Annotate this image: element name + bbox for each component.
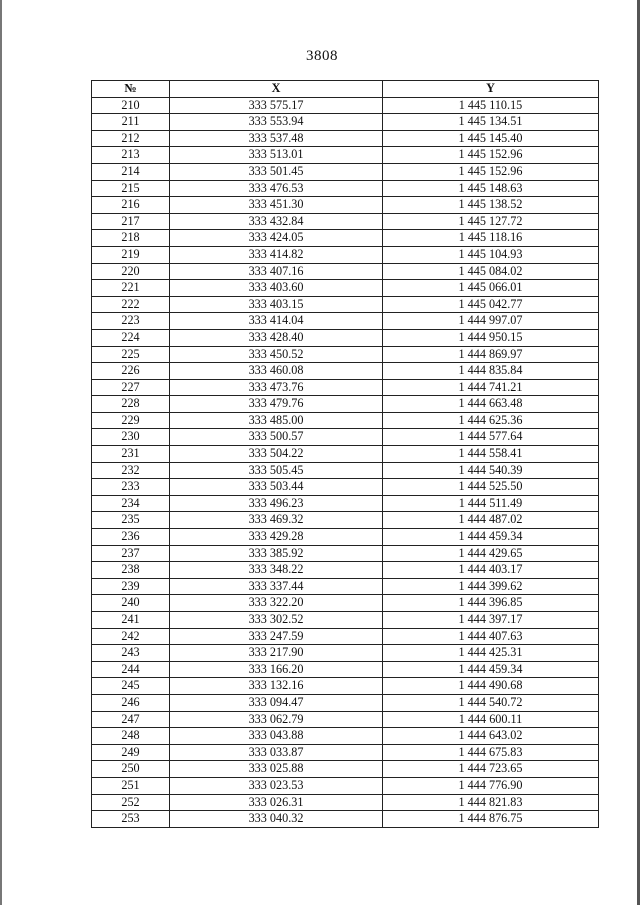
table-row (92, 396, 599, 413)
cell-x: 333 403.15 (170, 296, 383, 313)
cell-x: 333 166.20 (170, 661, 383, 678)
table-body (92, 97, 599, 827)
cell-number: 235 (92, 512, 170, 529)
cell-x: 333 414.82 (170, 246, 383, 263)
cell-number: 237 (92, 545, 170, 562)
cell-x: 333 043.88 (170, 728, 383, 745)
cell-y: 1 444 558.41 (383, 446, 599, 463)
cell-x: 333 302.52 (170, 612, 383, 629)
cell-x: 333 432.84 (170, 213, 383, 230)
cell-x: 333 403.60 (170, 280, 383, 297)
cell-x: 333 348.22 (170, 562, 383, 579)
cell-number: 221 (92, 280, 170, 297)
cell-y: 1 445 148.63 (383, 180, 599, 197)
table-row (92, 728, 599, 745)
cell-x: 333 503.44 (170, 479, 383, 496)
cell-x: 333 500.57 (170, 429, 383, 446)
table-row (92, 545, 599, 562)
cell-y: 1 444 396.85 (383, 595, 599, 612)
cell-x: 333 450.52 (170, 346, 383, 363)
cell-x: 333 451.30 (170, 197, 383, 214)
cell-number: 228 (92, 396, 170, 413)
cell-y: 1 444 643.02 (383, 728, 599, 745)
cell-y: 1 444 997.07 (383, 313, 599, 330)
cell-number: 213 (92, 147, 170, 164)
table-row (92, 429, 599, 446)
cell-x: 333 322.20 (170, 595, 383, 612)
cell-y: 1 444 723.65 (383, 761, 599, 778)
cell-x: 333 429.28 (170, 529, 383, 546)
cell-x: 333 505.45 (170, 462, 383, 479)
cell-number: 222 (92, 296, 170, 313)
cell-x: 333 575.17 (170, 97, 383, 114)
table-row (92, 744, 599, 761)
table-header-row (92, 81, 599, 98)
cell-number: 250 (92, 761, 170, 778)
cell-x: 333 025.88 (170, 761, 383, 778)
table-row (92, 694, 599, 711)
cell-number: 241 (92, 612, 170, 629)
cell-y: 1 444 403.17 (383, 562, 599, 579)
table-row (92, 495, 599, 512)
cell-x: 333 428.40 (170, 329, 383, 346)
cell-number: 226 (92, 363, 170, 380)
table-row (92, 213, 599, 230)
table-row (92, 379, 599, 396)
cell-y: 1 445 042.77 (383, 296, 599, 313)
cell-y: 1 444 511.49 (383, 495, 599, 512)
table-row (92, 512, 599, 529)
cell-x: 333 496.23 (170, 495, 383, 512)
cell-x: 333 469.32 (170, 512, 383, 529)
cell-x: 333 132.16 (170, 678, 383, 695)
cell-y: 1 444 625.36 (383, 412, 599, 429)
table-row (92, 363, 599, 380)
cell-y: 1 444 663.48 (383, 396, 599, 413)
cell-number: 214 (92, 163, 170, 180)
coordinates-table (91, 80, 599, 828)
table-row (92, 280, 599, 297)
cell-y: 1 444 821.83 (383, 794, 599, 811)
cell-x: 333 040.32 (170, 811, 383, 828)
table-row (92, 296, 599, 313)
cell-number: 245 (92, 678, 170, 695)
cell-number: 211 (92, 114, 170, 131)
cell-y: 1 444 835.84 (383, 363, 599, 380)
cell-x: 333 501.45 (170, 163, 383, 180)
cell-y: 1 445 138.52 (383, 197, 599, 214)
table-row (92, 761, 599, 778)
cell-x: 333 385.92 (170, 545, 383, 562)
table-row (92, 628, 599, 645)
cell-y: 1 444 397.17 (383, 612, 599, 629)
cell-y: 1 444 525.50 (383, 479, 599, 496)
cell-number: 248 (92, 728, 170, 745)
cell-y: 1 444 776.90 (383, 777, 599, 794)
cell-number: 253 (92, 811, 170, 828)
table-row (92, 645, 599, 662)
table-row (92, 562, 599, 579)
cell-number: 229 (92, 412, 170, 429)
cell-number: 233 (92, 479, 170, 496)
header-y: Y (383, 81, 599, 98)
cell-number: 224 (92, 329, 170, 346)
cell-y: 1 445 127.72 (383, 213, 599, 230)
cell-y: 1 445 110.15 (383, 97, 599, 114)
cell-y: 1 444 675.83 (383, 744, 599, 761)
table-row (92, 180, 599, 197)
cell-x: 333 460.08 (170, 363, 383, 380)
cell-y: 1 444 459.34 (383, 661, 599, 678)
cell-y: 1 444 399.62 (383, 578, 599, 595)
table-row (92, 794, 599, 811)
cell-y: 1 445 152.96 (383, 163, 599, 180)
cell-y: 1 445 145.40 (383, 130, 599, 147)
table-row (92, 412, 599, 429)
cell-y: 1 444 425.31 (383, 645, 599, 662)
cell-number: 246 (92, 694, 170, 711)
cell-x: 333 479.76 (170, 396, 383, 413)
cell-y: 1 445 084.02 (383, 263, 599, 280)
cell-number: 232 (92, 462, 170, 479)
table-row (92, 147, 599, 164)
table-row (92, 230, 599, 247)
cell-x: 333 513.01 (170, 147, 383, 164)
cell-y: 1 444 741.21 (383, 379, 599, 396)
cell-number: 227 (92, 379, 170, 396)
cell-x: 333 476.53 (170, 180, 383, 197)
cell-x: 333 023.53 (170, 777, 383, 794)
table-row (92, 329, 599, 346)
cell-number: 243 (92, 645, 170, 662)
cell-y: 1 444 600.11 (383, 711, 599, 728)
cell-y: 1 444 487.02 (383, 512, 599, 529)
page-number: 3808 (306, 48, 338, 64)
cell-y: 1 444 869.97 (383, 346, 599, 363)
table-row (92, 446, 599, 463)
table-row (92, 97, 599, 114)
cell-y: 1 444 950.15 (383, 329, 599, 346)
table-row (92, 246, 599, 263)
cell-x: 333 026.31 (170, 794, 383, 811)
cell-y: 1 444 429.65 (383, 545, 599, 562)
cell-number: 244 (92, 661, 170, 678)
cell-y: 1 444 407.63 (383, 628, 599, 645)
cell-y: 1 444 540.72 (383, 694, 599, 711)
cell-x: 333 553.94 (170, 114, 383, 131)
cell-y: 1 445 152.96 (383, 147, 599, 164)
cell-number: 240 (92, 595, 170, 612)
cell-number: 242 (92, 628, 170, 645)
cell-x: 333 247.59 (170, 628, 383, 645)
table-row (92, 578, 599, 595)
cell-number: 220 (92, 263, 170, 280)
table-row (92, 595, 599, 612)
cell-number: 236 (92, 529, 170, 546)
cell-number: 219 (92, 246, 170, 263)
table-row (92, 346, 599, 363)
cell-x: 333 504.22 (170, 446, 383, 463)
table-row (92, 678, 599, 695)
cell-x: 333 473.76 (170, 379, 383, 396)
cell-number: 252 (92, 794, 170, 811)
cell-number: 225 (92, 346, 170, 363)
cell-number: 231 (92, 446, 170, 463)
cell-number: 247 (92, 711, 170, 728)
table-row (92, 197, 599, 214)
cell-number: 216 (92, 197, 170, 214)
cell-y: 1 445 118.16 (383, 230, 599, 247)
cell-number: 238 (92, 562, 170, 579)
cell-number: 215 (92, 180, 170, 197)
table-row (92, 479, 599, 496)
cell-number: 249 (92, 744, 170, 761)
table-row (92, 811, 599, 828)
table-row (92, 661, 599, 678)
table-row (92, 130, 599, 147)
cell-number: 251 (92, 777, 170, 794)
cell-x: 333 033.87 (170, 744, 383, 761)
table-row (92, 612, 599, 629)
table-row (92, 711, 599, 728)
cell-y: 1 445 104.93 (383, 246, 599, 263)
cell-number: 212 (92, 130, 170, 147)
cell-x: 333 537.48 (170, 130, 383, 147)
table-row (92, 263, 599, 280)
table-row (92, 163, 599, 180)
header-x: X (170, 81, 383, 98)
cell-x: 333 217.90 (170, 645, 383, 662)
table-row (92, 462, 599, 479)
cell-x: 333 062.79 (170, 711, 383, 728)
cell-x: 333 407.16 (170, 263, 383, 280)
cell-x: 333 337.44 (170, 578, 383, 595)
cell-x: 333 485.00 (170, 412, 383, 429)
cell-y: 1 445 134.51 (383, 114, 599, 131)
cell-x: 333 424.05 (170, 230, 383, 247)
cell-number: 239 (92, 578, 170, 595)
cell-number: 223 (92, 313, 170, 330)
header-number: № (92, 81, 170, 98)
cell-number: 217 (92, 213, 170, 230)
cell-y: 1 444 540.39 (383, 462, 599, 479)
cell-number: 234 (92, 495, 170, 512)
table-row (92, 313, 599, 330)
cell-number: 218 (92, 230, 170, 247)
cell-x: 333 414.04 (170, 313, 383, 330)
cell-y: 1 444 490.68 (383, 678, 599, 695)
cell-y: 1 444 577.64 (383, 429, 599, 446)
cell-number: 210 (92, 97, 170, 114)
table-row (92, 114, 599, 131)
cell-y: 1 444 459.34 (383, 529, 599, 546)
table-row (92, 529, 599, 546)
cell-number: 230 (92, 429, 170, 446)
table-row (92, 777, 599, 794)
cell-y: 1 444 876.75 (383, 811, 599, 828)
cell-y: 1 445 066.01 (383, 280, 599, 297)
cell-x: 333 094.47 (170, 694, 383, 711)
